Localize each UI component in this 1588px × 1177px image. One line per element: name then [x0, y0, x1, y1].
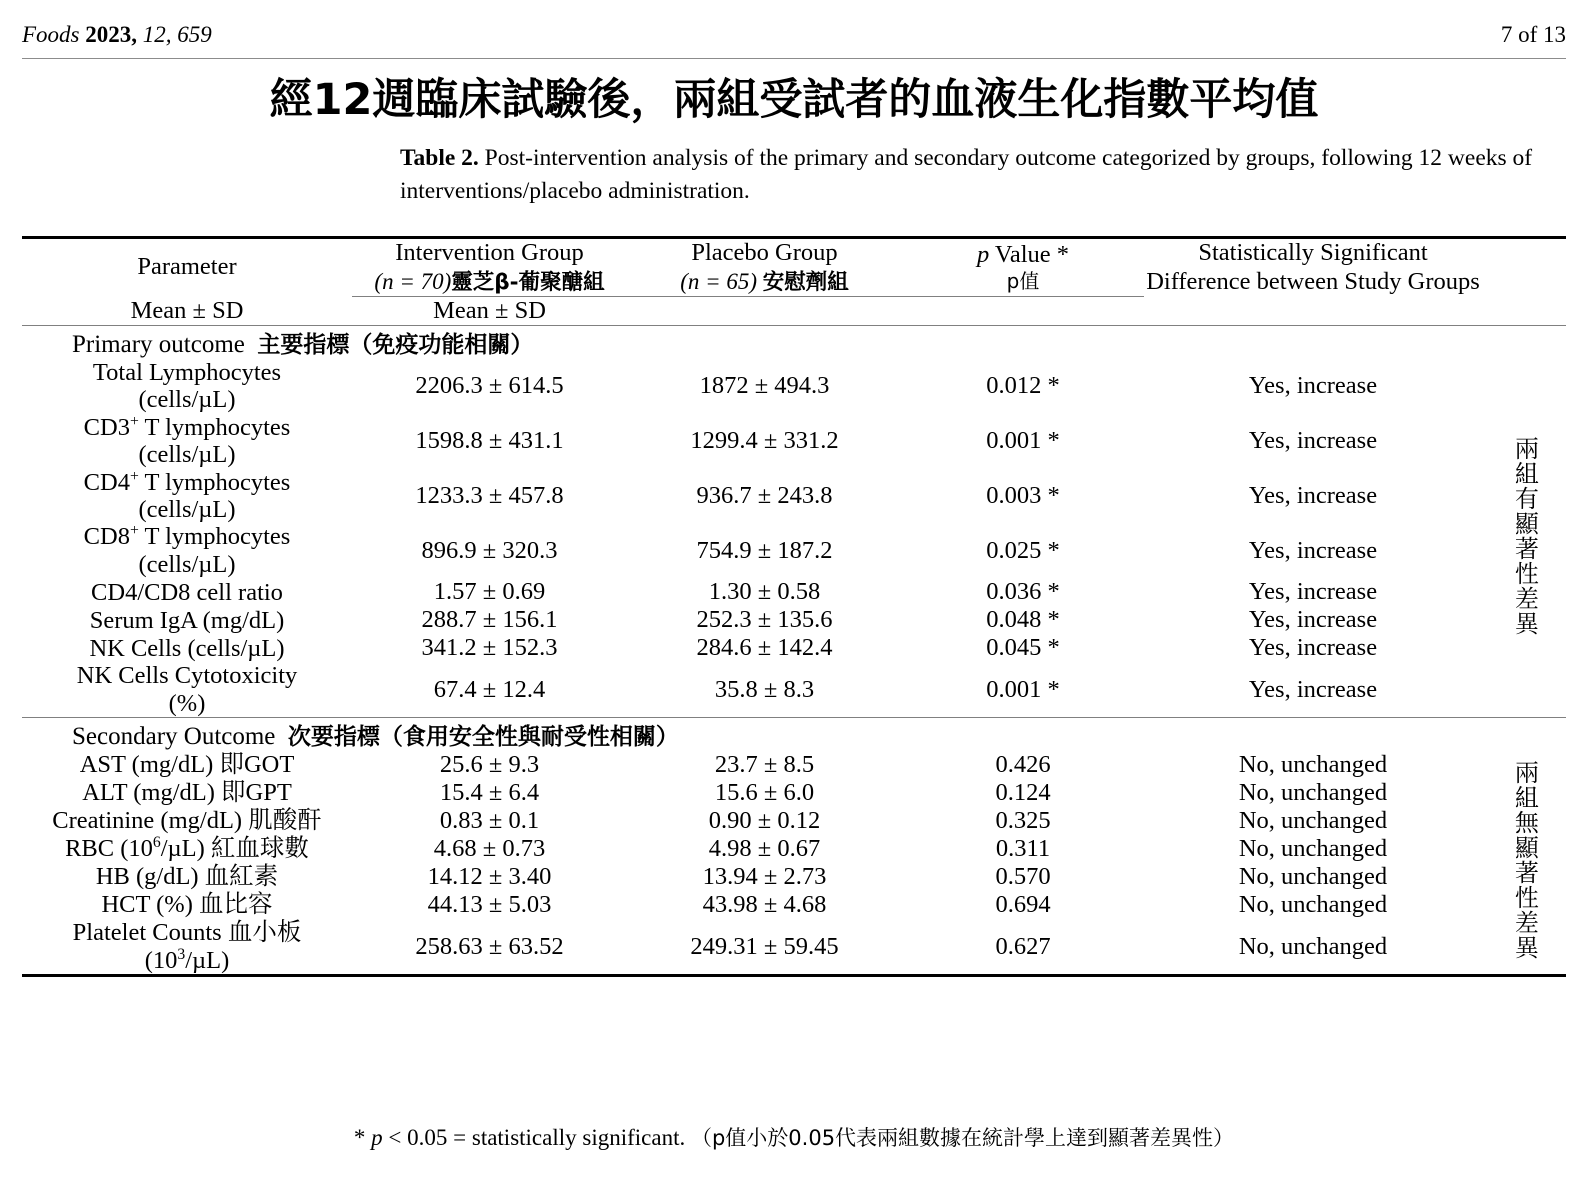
annotation-secondary-text: 兩組無顯著性差異	[1510, 760, 1539, 961]
header-mean-sd-placebo: Mean ± SD	[433, 296, 546, 324]
row-placebo-value: 4.98 ± 0.67	[708, 835, 821, 863]
row-p-value: 0.003 *	[986, 482, 1060, 509]
row-p-value: 0.036 *	[986, 578, 1060, 606]
row-significance: No, unchanged	[1238, 863, 1388, 891]
table-row	[22, 863, 1566, 891]
row-significance: Yes, increase	[1248, 578, 1378, 606]
table-row	[22, 414, 1566, 469]
row-intervention-value: 258.63 ± 63.52	[415, 932, 564, 960]
row-significance: No, unchanged	[1238, 932, 1388, 960]
header-intervention-cjk: 靈芝β-葡聚醣組	[451, 270, 605, 296]
section-label-secondary	[22, 718, 1482, 751]
header-p-value: p Value * p值	[902, 239, 1144, 296]
row-p-value: 0.311	[995, 835, 1051, 863]
row-intervention-value: 15.4 ± 6.4	[439, 779, 540, 807]
superscript-plus: +	[129, 522, 139, 540]
row-placebo-value: 1299.4 ± 331.2	[690, 427, 839, 455]
table-footnote: * p < 0.05 = statistically significant. （p值小於0.05代表兩組數據在統計學上達到顯著差異性）	[353, 1125, 1235, 1150]
section-label-primary-cjk: 主要指標（免疫功能相關）	[257, 331, 534, 358]
row-parameter: AST (mg/dL) 即GOT	[79, 751, 295, 779]
table-caption	[400, 142, 1545, 209]
row-parameter	[22, 662, 352, 717]
row-placebo-value: 252.3 ± 135.6	[696, 606, 833, 634]
header-p-value-cjk: p值	[1006, 269, 1040, 294]
table-row	[22, 751, 1566, 779]
row-parameter-unit: $(10^3/\mu L)$	[144, 945, 230, 974]
superscript-exponent: 6	[152, 834, 161, 852]
row-parameter-name: NK Cells Cytotoxicity	[76, 662, 298, 690]
row-placebo-value: 0.90 ± 0.12	[708, 807, 821, 835]
table-2	[22, 236, 1566, 977]
row-p-value: 0.012 *	[986, 372, 1060, 400]
section-label-secondary-en: Secondary Outcome	[72, 723, 276, 751]
header-meansd-empty-p	[627, 297, 902, 326]
row-significance: Yes, increase	[1248, 427, 1378, 455]
row-p-value: 0.025 *	[986, 536, 1060, 564]
row-intervention-value: 341.2 ± 152.3	[421, 634, 558, 662]
header-placebo-title: Placebo Group	[691, 239, 838, 267]
superscript-plus: +	[129, 412, 139, 430]
table-rule-bottom	[22, 976, 1566, 978]
row-parameter: Serum IgA (mg/dL)	[89, 606, 285, 634]
row-intervention-value: 896.9 ± 320.3	[421, 536, 558, 564]
table-row	[22, 779, 1566, 807]
row-parameter: HCT (%) 血比容	[101, 891, 273, 919]
row-placebo-value: 43.98 ± 4.68	[702, 891, 827, 919]
row-p-value: 0.124	[995, 779, 1051, 807]
page-indicator: 7 of 13	[1500, 22, 1566, 47]
header-mean-sd-intervention: Mean ± SD	[130, 296, 244, 324]
section-label-primary	[22, 326, 1482, 359]
row-p-value: 0.694	[995, 891, 1051, 919]
row-p-value: 0.627	[995, 932, 1051, 960]
header-placebo-group	[627, 239, 902, 296]
row-placebo-value: 936.7 ± 243.8	[696, 482, 833, 509]
row-intervention-value: 288.7 ± 156.1	[421, 606, 558, 634]
footnote-star: *	[353, 1125, 366, 1150]
row-placebo-value: 23.7 ± 8.5	[714, 751, 815, 779]
running-head-citation: Foods 2023, 12, 659	[22, 22, 212, 47]
header-annotation-spacer	[1482, 239, 1566, 297]
table-row	[22, 807, 1566, 835]
row-parameter-unit: (cells/µL)	[138, 550, 236, 578]
section-header-secondary	[22, 718, 1566, 751]
row-significance: No, unchanged	[1238, 835, 1388, 863]
row-intervention-value: 14.12 ± 3.40	[427, 863, 552, 891]
footnote-text: < 0.05 = statistically significant.	[382, 1125, 686, 1150]
table-row	[22, 891, 1566, 919]
annotation-primary-text: 兩組有顯著性差異	[1510, 435, 1539, 636]
row-parameter: HB (g/dL) 血紅素	[95, 863, 279, 891]
outcomes-table	[22, 236, 1566, 977]
row-parameter: ALT (mg/dL) 即GPT	[82, 779, 292, 807]
journal-volume: 12	[142, 22, 166, 47]
annotation-secondary	[1482, 751, 1566, 975]
section-label-secondary-cjk: 次要指標（食用安全性與耐受性相關）	[287, 724, 679, 751]
header-intervention-group	[352, 239, 627, 296]
table-row	[22, 469, 1566, 524]
row-significance: Yes, increase	[1248, 675, 1378, 703]
row-intervention-value: 2206.3 ± 614.5	[415, 372, 564, 400]
section-header-primary	[22, 326, 1566, 359]
row-significance: Yes, increase	[1248, 606, 1378, 634]
row-p-value: 0.426	[995, 751, 1051, 779]
row-parameter	[22, 469, 352, 524]
header-intervention-title: Intervention Group	[395, 239, 584, 267]
row-parameter: NK Cells (cells/µL)	[89, 634, 285, 662]
header-placebo-cjk: 安慰劑組	[762, 270, 849, 296]
header-parameter: Parameter	[137, 253, 237, 281]
row-parameter-unit: (%)	[168, 689, 206, 717]
journal-year: 2023	[85, 22, 132, 47]
header-significance: Statistically Significant Difference between Study Groups	[1146, 239, 1480, 295]
row-p-value: 0.001 *	[986, 427, 1060, 455]
section-primary-annot-spacer	[1482, 326, 1566, 359]
table-row	[22, 919, 1566, 975]
superscript-plus: +	[129, 467, 139, 485]
row-significance: No, unchanged	[1238, 807, 1388, 835]
row-parameter-unit: (cells/µL)	[138, 386, 236, 414]
table-row	[22, 359, 1566, 414]
row-significance: Yes, increase	[1248, 634, 1378, 662]
row-significance: No, unchanged	[1238, 779, 1388, 807]
table-row	[22, 634, 1566, 662]
table-caption-label: Table 2.	[400, 145, 479, 171]
row-p-value: 0.570	[995, 863, 1051, 891]
row-parameter-name: CD3+ T lymphocytes	[83, 412, 291, 441]
row-significance: Yes, increase	[1248, 372, 1378, 400]
row-placebo-value: 15.6 ± 6.0	[714, 779, 815, 807]
row-parameter-name: CD8+ T lymphocytes	[83, 522, 291, 551]
row-intervention-value: 0.83 ± 0.1	[439, 807, 540, 835]
row-parameter	[22, 919, 352, 975]
page-title-cjk: 經12週臨床試驗後，兩組受試者的血液生化指數平均值	[269, 75, 1319, 125]
header-intervention-n: (n = 70)	[374, 269, 452, 295]
row-intervention-value: 44.13 ± 5.03	[427, 891, 552, 919]
row-placebo-value: 284.6 ± 142.4	[696, 634, 833, 662]
table-header-row-meansd	[22, 297, 1566, 326]
header-placebo-n: (n = 65)	[680, 269, 758, 295]
row-placebo-value: 249.31 ± 59.45	[690, 932, 839, 960]
row-parameter-name: Total Lymphocytes	[92, 358, 282, 386]
row-intervention-value: 25.6 ± 9.3	[439, 751, 540, 779]
header-p-value-label: Value *	[994, 241, 1070, 269]
row-significance: Yes, increase	[1248, 536, 1378, 564]
row-placebo-value: 1872 ± 494.3	[699, 372, 830, 400]
row-p-value: 0.045 *	[986, 634, 1060, 662]
row-parameter	[22, 359, 352, 414]
row-p-value: 0.001 *	[986, 675, 1060, 703]
footnote-cjk: （p值小於0.05代表兩組數據在統計學上達到顯著差異性）	[690, 1126, 1235, 1150]
row-placebo-value: 1.30 ± 0.58	[708, 578, 821, 606]
annotation-primary	[1482, 359, 1566, 718]
running-head-divider	[22, 58, 1566, 59]
superscript-exponent: 3	[177, 945, 186, 963]
table-row	[22, 835, 1566, 863]
row-parameter-name: CD4+ T lymphocytes	[83, 467, 291, 496]
table-caption-text: Post-intervention analysis of the primary and secondary outcome categorized by groups, following 12 weeks of interventions/placebo administration.	[400, 145, 1533, 205]
row-parameter: CD4/CD8 cell ratio	[91, 578, 283, 606]
row-parameter-unit: (cells/µL)	[138, 496, 236, 523]
row-parameter: Creatinine (mg/dL) 肌酸酐	[52, 807, 322, 835]
header-placebo-sub	[627, 268, 902, 295]
row-placebo-value: 13.94 ± 2.73	[702, 863, 827, 891]
table-row	[22, 606, 1566, 634]
row-parameter: RBC $(10^6/\mu L)$ 紅血球數	[65, 834, 309, 863]
running-head	[22, 22, 1566, 56]
section-secondary-annot-spacer	[1482, 718, 1566, 751]
row-significance: Yes, increase	[1248, 482, 1378, 509]
table-row	[22, 662, 1566, 717]
row-parameter	[22, 414, 352, 469]
row-intervention-value: 1233.3 ± 457.8	[415, 482, 564, 509]
row-significance: No, unchanged	[1238, 891, 1388, 919]
row-parameter-name: Platelet Counts 血小板	[72, 919, 302, 947]
table-body	[22, 238, 1566, 978]
journal-article: 659	[177, 22, 212, 47]
row-placebo-value: 754.9 ± 187.2	[696, 536, 833, 564]
row-parameter	[22, 523, 352, 578]
row-intervention-value: 4.68 ± 0.73	[433, 835, 546, 863]
row-intervention-value: 1.57 ± 0.69	[433, 578, 546, 606]
row-p-value: 0.325	[995, 807, 1051, 835]
header-intervention-sub	[352, 268, 627, 295]
table-row	[22, 523, 1566, 578]
row-parameter-unit: (cells/µL)	[138, 441, 236, 469]
row-p-value: 0.048 *	[986, 606, 1060, 634]
row-intervention-value: 1598.8 ± 431.1	[415, 427, 564, 455]
table-row	[22, 578, 1566, 606]
section-label-primary-en: Primary outcome	[72, 330, 245, 358]
row-significance: No, unchanged	[1238, 751, 1388, 779]
row-intervention-value: 67.4 ± 12.4	[433, 675, 546, 703]
journal-name: Foods	[22, 22, 80, 47]
row-placebo-value: 35.8 ± 8.3	[714, 675, 815, 703]
table-header-row-groups	[22, 239, 1566, 296]
